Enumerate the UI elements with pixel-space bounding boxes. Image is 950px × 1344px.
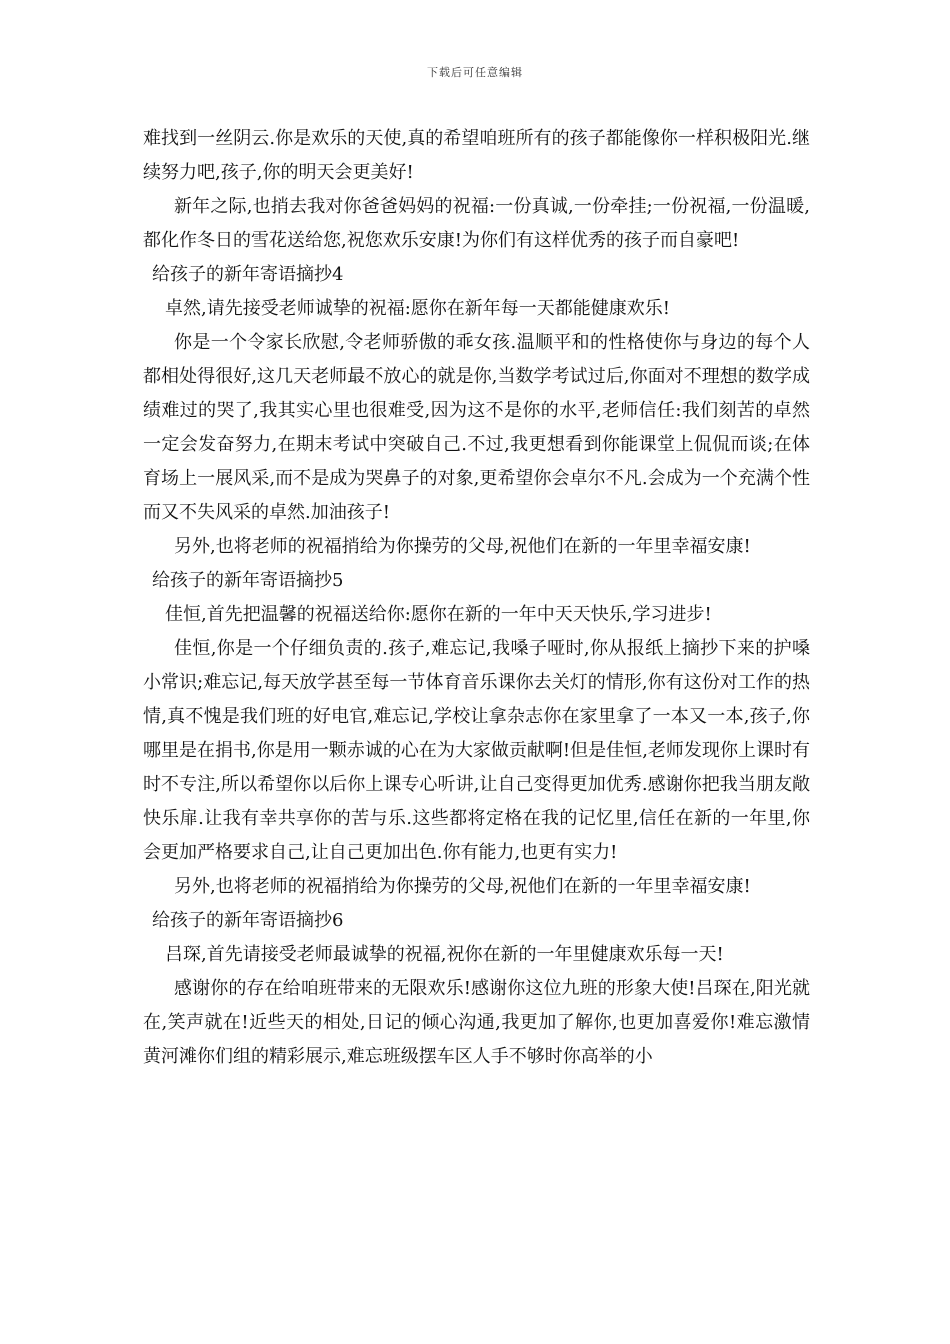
paragraph: 难找到一丝阴云.你是欢乐的天使,真的希望咱班所有的孩子都能像你一样积极阳光.继续努力吧,孩子,你的明天会更美好! [143,128,810,183]
header-note: 下载后可任意编辑 [427,66,523,79]
paragraph: 卓然,请先接受老师诚挚的祝福:愿你在新年每一天都能健康欢乐! [165,298,671,319]
paragraph: 另外,也将老师的祝福捎给为你操劳的父母,祝他们在新的一年里幸福安康! [174,536,751,557]
section-heading: 给孩子的新年寄语摘抄4 [152,264,344,285]
paragraph: 感谢你的存在给咱班带来的无限欢乐!感谢你这位九班的形象大使!吕琛在,阳光就在,笑声就在!近些天的相处,日记的倾心沟通,我更加了解你,也更加喜爱你!难忘激情黄河滩你们组的精彩展示,难忘班级摆车区人手不够时你高举的小 [143,978,810,1067]
section-heading: 给孩子的新年寄语摘抄6 [152,910,344,931]
section-heading: 给孩子的新年寄语摘抄5 [152,570,344,591]
paragraph: 你是一个令家长欣慰,令老师骄傲的乖女孩.温顺平和的性格使你与身边的每个人都相处得很好,这几天老师最不放心的就是你,当数学考试过后,你面对不理想的数学成绩难过的哭了,我其实心里也很难受,因为这不是你的水平,老师信任:我们刻苦的卓然一定会发奋努力,在期末考试中突破自己.不过,我更想看到你能课堂上侃侃而谈;在体育场上一展风采,而不是成为哭鼻子的对象,更希望你会卓尔不凡.会成为一个充满个性而又不失风采的卓然.加油孩子! [143,332,810,523]
paragraph: 佳恒,首先把温馨的祝福送给你:愿你在新的一年中天天快乐,学习进步! [165,604,712,625]
paragraph: 另外,也将老师的祝福捎给为你操劳的父母,祝他们在新的一年里幸福安康! [174,876,751,897]
paragraph: 新年之际,也捎去我对你爸爸妈妈的祝福:一份真诚,一份牵挂;一份祝福,一份温暖,都化作冬日的雪花送给您,祝您欢乐安康!为你们有这样优秀的孩子而自豪吧! [143,196,810,251]
paragraph: 佳恒,你是一个仔细负责的.孩子,难忘记,我嗓子哑时,你从报纸上摘抄下来的护嗓小常识;难忘记,每天放学甚至每一节体育音乐课你去关灯的情形,你有这份对工作的热情,真不愧是我们班的好电官,难忘记,学校让拿杂志你在家里拿了一本又一本,孩子,你哪里是在捐书,你是用一颗赤诚的心在为大家做贡献啊!但是佳恒,老师发现你上课时有时不专注,所以希望你以后你上课专心听讲,让自己变得更加优秀.感谢你把我当朋友敞快乐扉.让我有幸共享你的苦与乐.这些都将定格在我的记忆里,信任在新的一年里,你会更加严格要求自己,让自己更加出色.你有能力,也更有实力! [143,638,810,863]
paragraph: 吕琛,首先请接受老师最诚挚的祝福,祝你在新的一年里健康欢乐每一天! [165,944,724,965]
document-body [143,122,810,1074]
